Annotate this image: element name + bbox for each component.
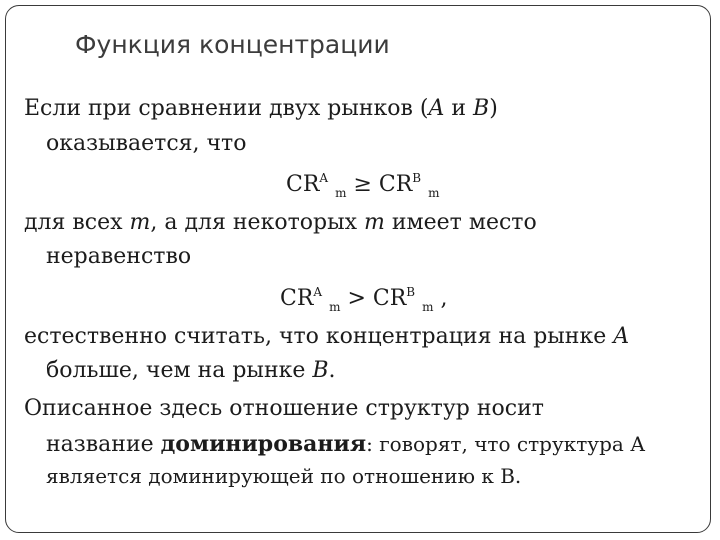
operator: > CR (340, 286, 407, 311)
sup-a: A (319, 171, 329, 185)
sub-m: m (428, 186, 440, 200)
paragraph-line (46, 360, 336, 382)
cr-label: CR (286, 172, 320, 197)
var-m: m (129, 210, 151, 235)
text: . (328, 358, 336, 383)
var-b: B (473, 96, 490, 121)
text: естественно считать, что концентрация на рынке (24, 324, 614, 349)
sub-m: m (329, 300, 341, 314)
paragraph-line: Описанное здесь отношение структур носит (24, 396, 544, 421)
sup-b: B (406, 285, 416, 299)
comma: , (433, 286, 448, 311)
paragraph-line (46, 433, 645, 456)
formula-gt (280, 286, 448, 313)
paragraph-line (24, 98, 498, 120)
paragraph-line (24, 212, 537, 234)
var-a: A (428, 96, 445, 121)
sub-m: m (422, 300, 434, 314)
paragraph-line: оказывается, что (46, 131, 247, 156)
var-b: B (312, 358, 329, 383)
cr-label: CR (280, 286, 314, 311)
text: , а для некоторых (150, 210, 364, 235)
text: и (444, 96, 474, 121)
bold-term: доминирования (160, 431, 367, 457)
sup-b: B (412, 171, 422, 185)
paragraph-line (24, 326, 629, 348)
text: больше, чем на рынке (46, 358, 313, 383)
sub-m: m (335, 186, 347, 200)
text: для всех (24, 210, 130, 235)
paragraph-line: неравенство (46, 244, 192, 269)
text: название (46, 432, 161, 457)
operator: ≥ CR (346, 172, 413, 197)
sup-a: A (313, 285, 323, 299)
formula-ge (286, 172, 440, 199)
paragraph-line: является доминирующей по отношению к В. (46, 464, 522, 488)
text: ) (489, 96, 498, 121)
var-m: m (363, 210, 385, 235)
var-a: A (613, 324, 630, 349)
text: Если при сравнении двух рынков ( (24, 96, 429, 121)
text: имеет место (384, 210, 537, 235)
slide-title: Функция концентрации (75, 30, 390, 59)
text: : говорят, что структура А (366, 432, 646, 456)
